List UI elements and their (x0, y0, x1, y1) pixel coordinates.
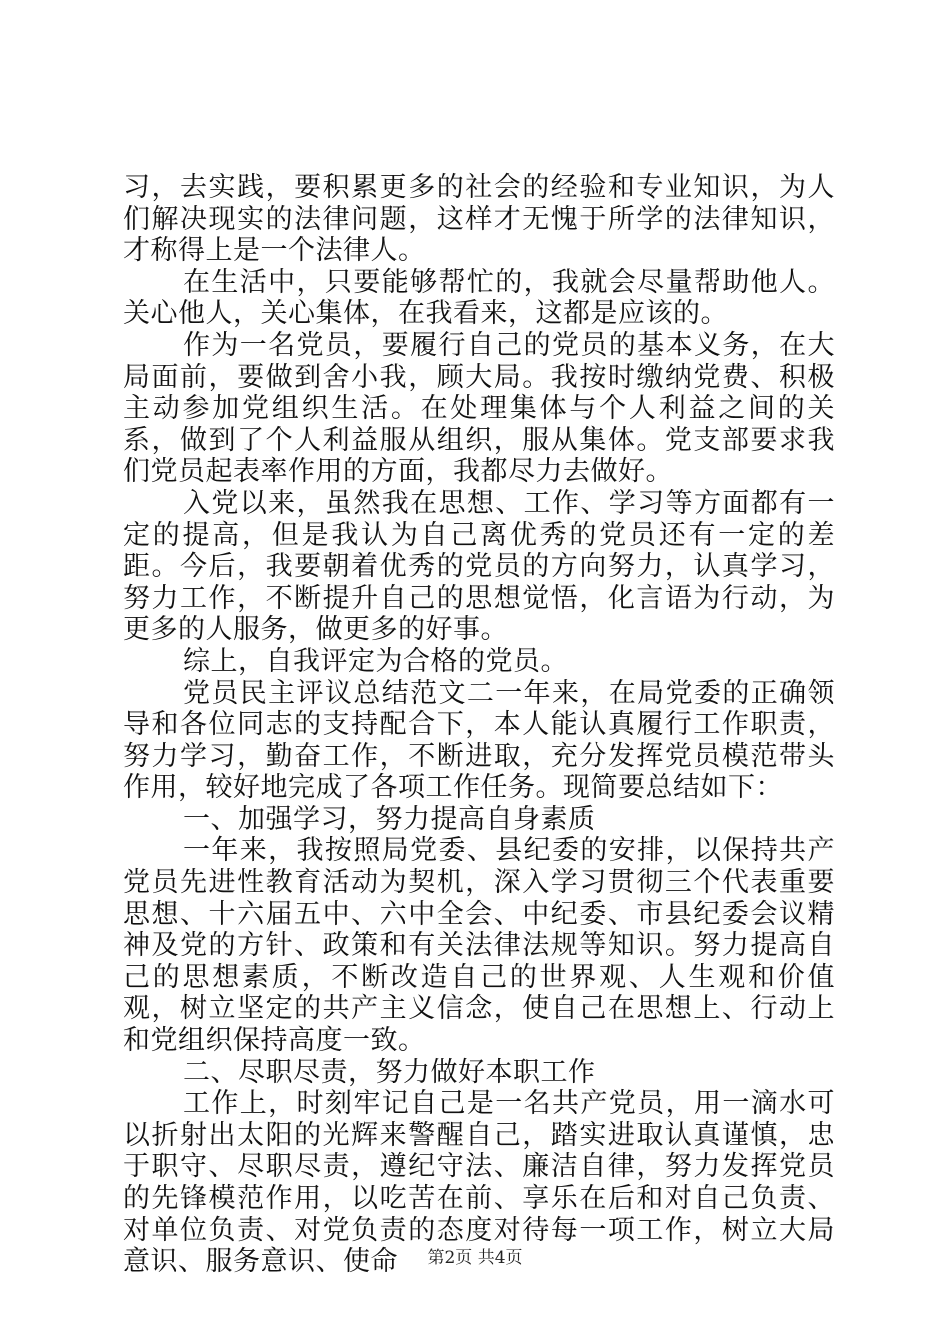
body-text (123, 172, 835, 1278)
paragraph: 一年来，我按照局党委、县纪委的安排，以保持共产党员先进性教育活动为契机，深入学习贯彻三个代表重要思想、十六届五中、六中全会、中纪委、市县纪委会议精神及党的方针、政策和有关法律法规等知识。努力提高自己的思想素质，不断改造自己的世界观、人生观和价值观，树立坚定的共产主义信念，使自己在思想上、行动上和党组织保持高度一致。 (123, 835, 835, 1057)
paragraph: 工作上，时刻牢记自己是一名共产党员，用一滴水可以折射出太阳的光辉来警醒自己，踏实进取认真谨慎，忠于职守、尽职尽责，遵纪守法、廉洁自律，努力发挥党员的先锋模范作用，以吃苦在前、享乐在后和对自己负责、对单位负责、对党负责的态度对待每一项工作，树立大局意识、服务意识、使命 (123, 1088, 835, 1278)
section-heading: 一、加强学习，努力提高自身素质 (183, 803, 596, 835)
paragraph: 党员民主评议总结范文二一年来，在局党委的正确领导和各位同志的支持配合下，本人能认真履行工作职责，努力学习，勤奋工作，不断进取，充分发挥党员模范带头作用，较好地完成了各项工作任务。现简要总结如下： (123, 677, 835, 804)
paragraph: 在生活中，只要能够帮忙的，我就会尽量帮助他人。关心他人，关心集体，在我看来，这都是应该的。 (123, 266, 835, 330)
page-number-footer: 第2页 共4页 (427, 1248, 523, 1268)
paragraph: 综上，自我评定为合格的党员。 (183, 645, 568, 677)
paragraph: 习，去实践，要积累更多的社会的经验和专业知识，为人们解决现实的法律问题，这样才无愧于所学的法律知识，才称得上是一个法律人。 (123, 172, 835, 267)
section-heading: 二、尽职尽责，努力做好本职工作 (183, 1056, 596, 1088)
paragraph: 入党以来，虽然我在思想、工作、学习等方面都有一定的提高，但是我认为自己离优秀的党员还有一定的差距。今后，我要朝着优秀的党员的方向努力，认真学习，努力工作，不断提升自己的思想觉悟，化言语为行动，为更多的人服务，做更多的好事。 (123, 487, 835, 646)
paragraph: 作为一名党员，要履行自己的党员的基本义务，在大局面前，要做到舍小我，顾大局。我按时缴纳党费、积极主动参加党组织生活。在处理集体与个人利益之间的关系，做到了个人利益服从组织，服从集体。党支部要求我们党员起表率作用的方面，我都尽力去做好。 (123, 329, 835, 488)
